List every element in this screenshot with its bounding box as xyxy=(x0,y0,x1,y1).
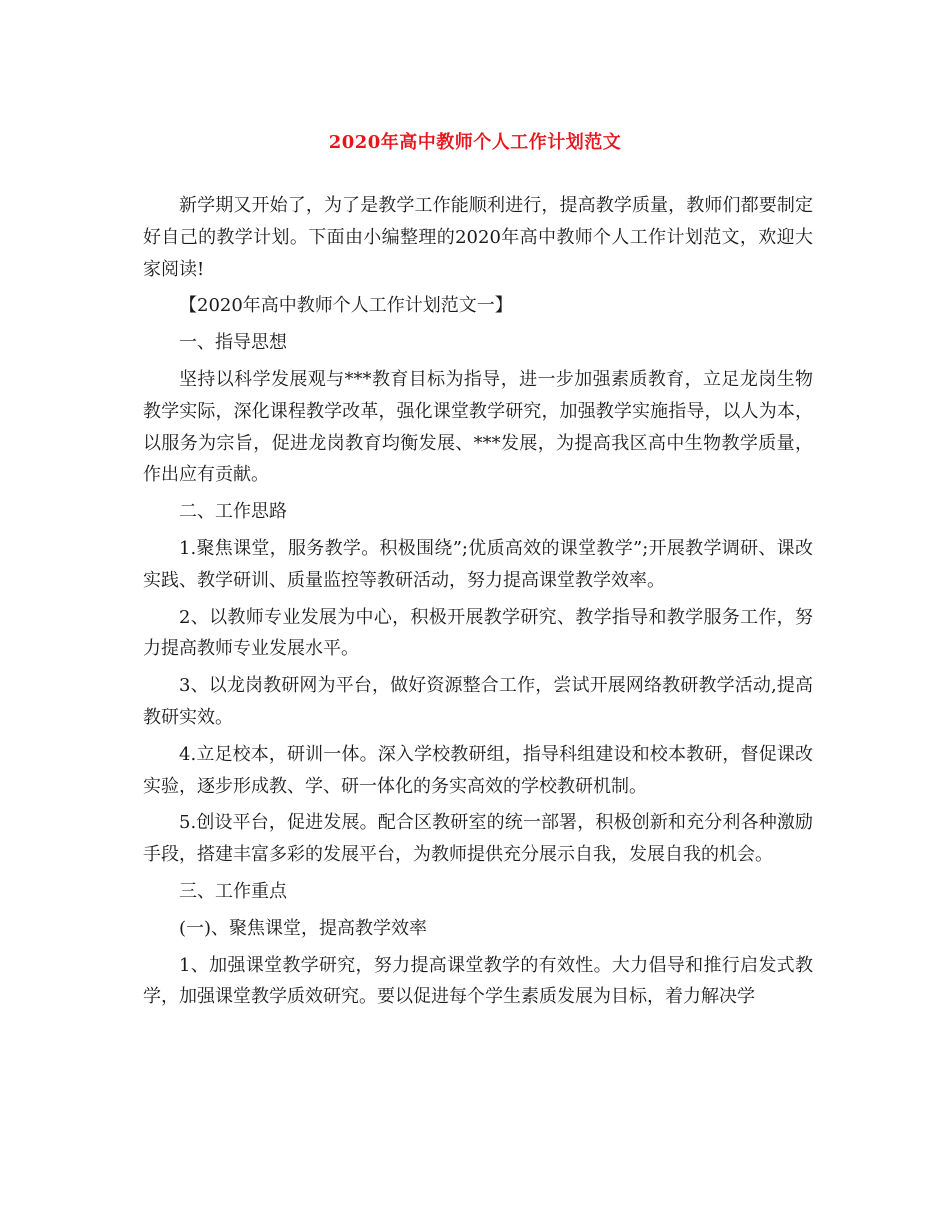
paragraph-subheading: (一)、聚焦课堂，提高教学效率 xyxy=(179,917,428,939)
paragraph: 2、以教师专业发展为中心，积极开展教学研究、教学指导和教学服务工作，努力提高教师专业发展水平。 xyxy=(143,606,813,660)
paragraph-heading-3: 三、工作重点 xyxy=(179,880,287,902)
paragraph: 1.聚焦课堂，服务教学。积极围绕”;优质高效的课堂教学”;开展教学调研、课改实践、教学研训、质量监控等教研活动，努力提高课堂教学效率。 xyxy=(143,537,813,591)
paragraph-heading-2: 二、工作思路 xyxy=(179,501,287,523)
document-title: 2020年高中教师个人工作计划范文 xyxy=(328,132,622,153)
paragraph: 3、以龙岗教研网为平台，做好资源整合工作，尝试开展网络教研教学活动,提高教研实效。 xyxy=(143,675,813,728)
paragraph: 4.立足校本，研训一体。深入学校教研组，指导科组建设和校本教研，督促课改实验，逐步形成教、学、研一体化的务实高效的学校教研机制。 xyxy=(143,743,813,797)
paragraph: 坚持以科学发展观与***教育目标为指导，进一步加强素质教育，立足龙岗生物教学实际，深化课程教学改革，强化课堂教学研究，加强教学实施指导，以人为本，以服务为宗旨，促进龙岗教育均衡发展、***发展，为提高我区高中生物教学质量，作出应有贡献。 xyxy=(143,368,813,486)
paragraph-intro: 新学期又开始了，为了是教学工作能顺利进行，提高教学质量，教师们都要制定好自己的教学计划。下面由小编整理的2020年高中教师个人工作计划范文，欢迎大家阅读! xyxy=(143,195,813,280)
paragraph-heading-1: 一、指导思想 xyxy=(179,332,287,354)
paragraph: 5.创设平台，促进发展。配合区教研室的统一部署，积极创新和充分利各种激励手段，搭建丰富多彩的发展平台，为教师提供充分展示自我，发展自我的机会。 xyxy=(143,812,813,866)
paragraph: 1、加强课堂教学研究，努力提高课堂教学的有效性。大力倡导和推行启发式教学，加强课堂教学质效研究。要以促进每个学生素质发展为目标，着力解决学 xyxy=(143,954,813,1008)
paragraph-section-heading: 【2020年高中教师个人工作计划范文一】 xyxy=(179,295,513,317)
document-body xyxy=(143,190,813,1018)
